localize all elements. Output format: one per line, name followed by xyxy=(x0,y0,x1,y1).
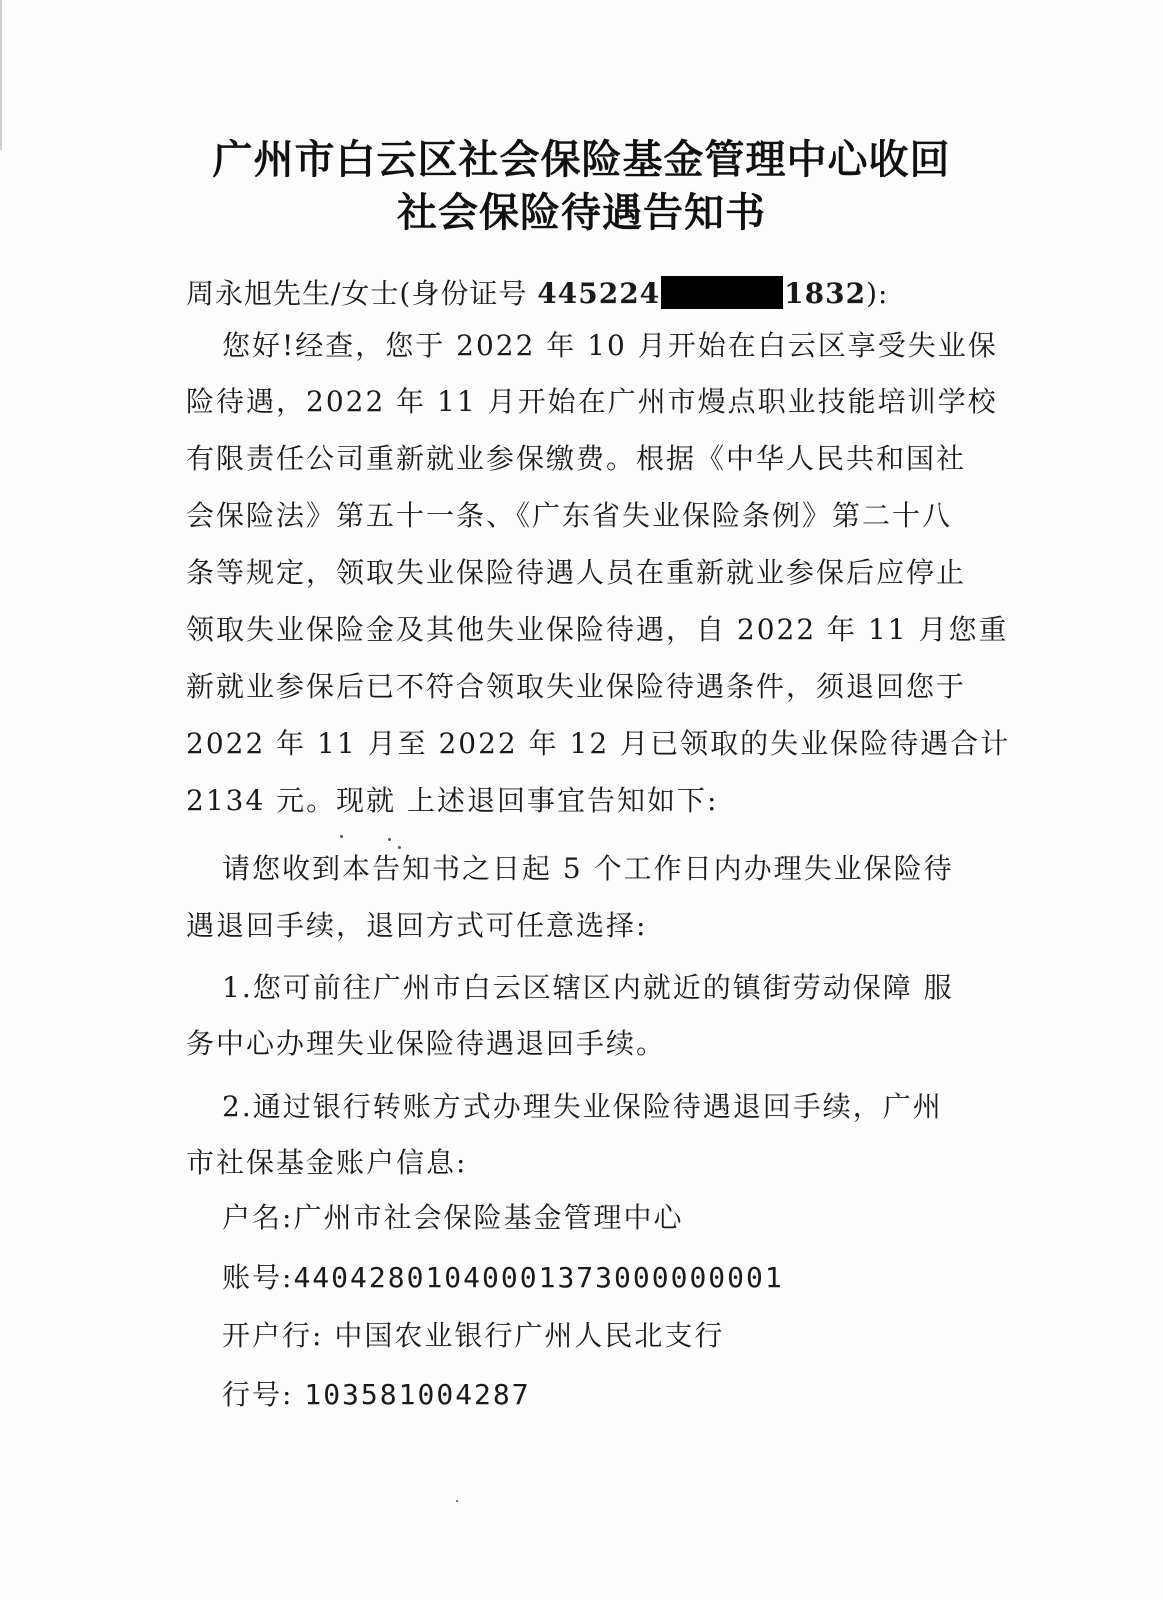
scan-speck xyxy=(388,838,391,841)
account-name-row xyxy=(222,1200,683,1236)
salutation xyxy=(186,276,888,312)
id-number-end: 1832 xyxy=(784,277,867,310)
bank-code-row xyxy=(222,1377,531,1413)
bank-label: 开户行: xyxy=(222,1319,324,1352)
account-number-row xyxy=(222,1260,784,1296)
scan-speck xyxy=(456,1500,458,1502)
title-line-2: 社会保险待遇告知书 xyxy=(397,189,766,236)
bank-code-label: 行号: xyxy=(222,1378,294,1411)
scan-edge xyxy=(0,0,2,150)
title-line-1: 广州市白云区社会保险基金管理中心收回 xyxy=(212,136,951,183)
scan-speck xyxy=(340,835,343,838)
body-line-12: 1.您可前往广州市白云区辖区内就近的镇街劳动保障 服 xyxy=(222,971,954,1004)
account-name-value: 广州市社会保险基金管理中心 xyxy=(293,1201,684,1234)
body-line-13: 务中心办理失业保险待遇退回手续。 xyxy=(186,1027,667,1060)
bank-row xyxy=(222,1318,724,1354)
salutation-suffix: ): xyxy=(866,277,889,310)
body-line-10: 请您收到本告知书之日起 5 个工作日内办理失业保险待 xyxy=(222,852,954,885)
body-line-7: 新就业参保后已不符合领取失业保险待遇条件，须退回您于 xyxy=(186,670,967,703)
body-line-9: 2134 元。现就 上述退回事宜告知如下: xyxy=(186,784,719,817)
account-number-label: 账号: xyxy=(222,1261,294,1294)
account-name-label: 户名: xyxy=(222,1201,294,1234)
redaction-bar xyxy=(661,276,783,309)
salutation-prefix: 周永旭先生/女士(身份证号 xyxy=(186,277,538,310)
body-line-2: 险待遇，2022 年 11 月开始在广州市熳点职业技能培训学校 xyxy=(186,385,998,418)
body-line-11: 遇退回手续，退回方式可任意选择: xyxy=(186,909,648,942)
body-line-4: 会保险法》第五十一条、《广东省失业保险条例》第二十八 xyxy=(186,499,953,532)
body-line-14: 2.通过银行转账方式办理失业保险待遇退回手续，广州 xyxy=(222,1090,943,1123)
body-line-1: 您好!经查，您于 2022 年 10 月开始在白云区享受失业保 xyxy=(222,329,998,362)
bank-value: 中国农业银行广州人民北支行 xyxy=(334,1319,725,1352)
body-line-6: 领取失业保险金及其他失业保险待遇，自 2022 年 11 月您重 xyxy=(186,613,1009,646)
body-line-15: 市社保基金账户信息: xyxy=(186,1146,468,1179)
scan-speck xyxy=(398,846,401,849)
account-number-value: 44042801040001373000000001 xyxy=(293,1261,784,1294)
body-line-3: 有限责任公司重新就业参保缴费。根据《中华人民共和国社 xyxy=(186,442,967,475)
bank-code-value: 103581004287 xyxy=(304,1378,531,1411)
id-number-start: 445224 xyxy=(537,277,661,310)
body-line-8: 2022 年 11 月至 2022 年 12 月已领取的失业保险待遇合计 xyxy=(186,727,1011,760)
body-line-5: 条等规定，领取失业保险待遇人员在重新就业参保后应停止 xyxy=(186,556,967,589)
